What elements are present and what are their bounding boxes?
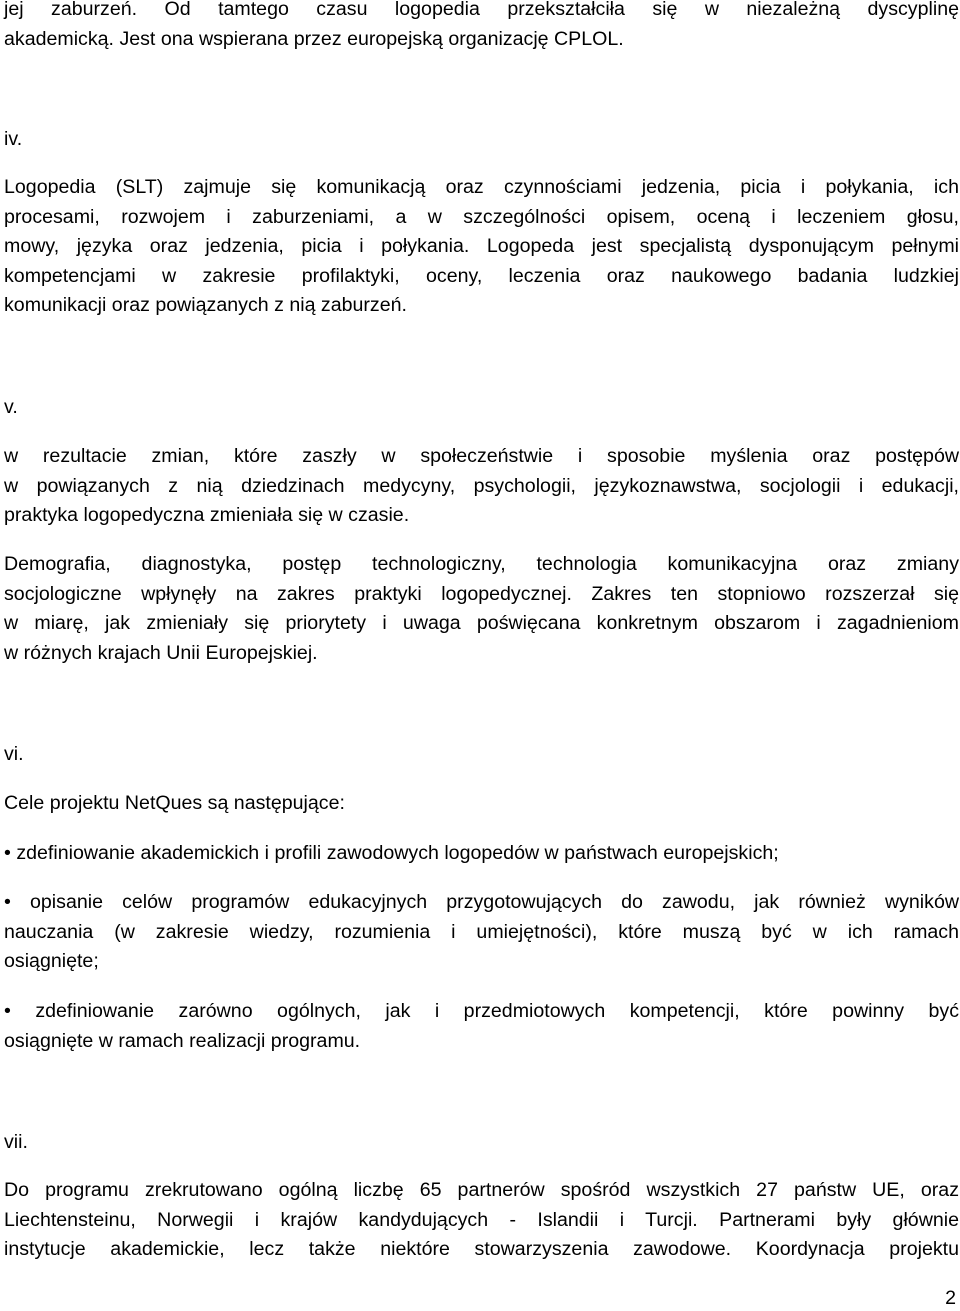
text-line: osiągnięte w ramach realizacji programu.	[4, 1029, 361, 1052]
section-heading-iv: iv.	[4, 128, 23, 150]
text-line	[4, 888, 959, 918]
section-heading-vi: vi.	[4, 743, 24, 765]
text-line: akademicką. Jest ona wspierana przez europejską organizację CPLOL.	[4, 27, 624, 50]
section-vii-paragraph	[4, 1176, 959, 1265]
text-line: Do programu zrekrutowano ogólną liczbę 65 partnerów spośród wszystkich 27 państw UE, oraz	[4, 1179, 959, 1201]
text-line: praktyka logopedyczna zmieniała się w czasie.	[4, 504, 410, 527]
bullet-text: zdefiniowanie akademickich i profili zawodowych logopedów w państwach europejskich;	[16, 842, 779, 864]
text-line: Liechtensteinu, Norwegii i krajów kandydujących - Islandii i Turcji. Partnerami były głównie	[4, 1208, 959, 1231]
page-number: 2	[945, 1287, 956, 1309]
text-line	[4, 839, 959, 869]
bullet-icon: •	[4, 1000, 11, 1022]
text-line: w różnych krajach Unii Europejskiej.	[4, 641, 318, 664]
text-line: Logopedia (SLT) zajmuje się komunikacją oraz czynnościami jedzenia, picia i połykania, ich	[4, 176, 959, 198]
section-vi-intro: Cele projektu NetQues są następujące:	[4, 792, 345, 814]
bullet-item-1	[4, 839, 959, 869]
bullet-icon: •	[4, 842, 11, 864]
bullet-item-2	[4, 888, 959, 977]
bullet-text: opisanie celów programów edukacyjnych przygotowujących do zawodu, jak również wyników	[30, 891, 959, 913]
section-v-paragraph-2	[4, 550, 959, 668]
text-line: mowy, języka oraz jedzenia, picia i połykania. Logopeda jest specjalistą dysponującym pełnymi	[4, 235, 959, 258]
text-line: w powiązanych z nią dziedzinach medycyny, psychologii, językoznawstwa, socjologii i edukacji,	[4, 474, 959, 497]
bullet-item-3	[4, 997, 959, 1056]
text-line: instytucje akademickie, lecz także niektóre stowarzyszenia zawodowe. Koordynacja projektu	[4, 1238, 959, 1261]
text-line: osiągnięte;	[4, 950, 99, 973]
text-line: w miarę, jak zmieniały się priorytety i uwaga poświęcana konkretnym obszarom i zagadnieniom	[4, 612, 959, 635]
text-line: jej zaburzeń. Od tamtego czasu logopedia przekształciła się w niezależną dyscyplinę	[4, 0, 959, 20]
section-v-paragraph-1	[4, 442, 959, 531]
intro-paragraph	[4, 0, 959, 54]
text-line: nauczania (w zakresie wiedzy, rozumienia i umiejętności), które muszą być w ich ramach	[4, 920, 959, 943]
text-line: komunikacji oraz powiązanych z nią zaburzeń.	[4, 294, 407, 317]
section-iv-paragraph	[4, 173, 959, 321]
text-line: Demografia, diagnostyka, postęp technologiczny, technologia komunikacyjna oraz zmiany	[4, 553, 959, 575]
bullet-icon: •	[4, 891, 11, 913]
text-line: procesami, rozwojem i zaburzeniami, a w szczególności opisem, oceną i leczeniem głosu,	[4, 205, 959, 228]
text-line: kompetencjami w zakresie profilaktyki, oceny, leczenia oraz naukowego badania ludzkiej	[4, 264, 959, 287]
text-line: w rezultacie zmian, które zaszły w społeczeństwie i sposobie myślenia oraz postępów	[4, 445, 959, 467]
section-heading-vii: vii.	[4, 1131, 28, 1153]
section-heading-v: v.	[4, 396, 18, 418]
text-line: socjologiczne wpłynęły na zakres praktyki logopedycznej. Zakres ten stopniowo rozszerzał się	[4, 582, 959, 605]
text-line	[4, 997, 959, 1027]
bullet-text: zdefiniowanie zarówno ogólnych, jak i przedmiotowych kompetencji, które powinny być	[35, 1000, 960, 1022]
